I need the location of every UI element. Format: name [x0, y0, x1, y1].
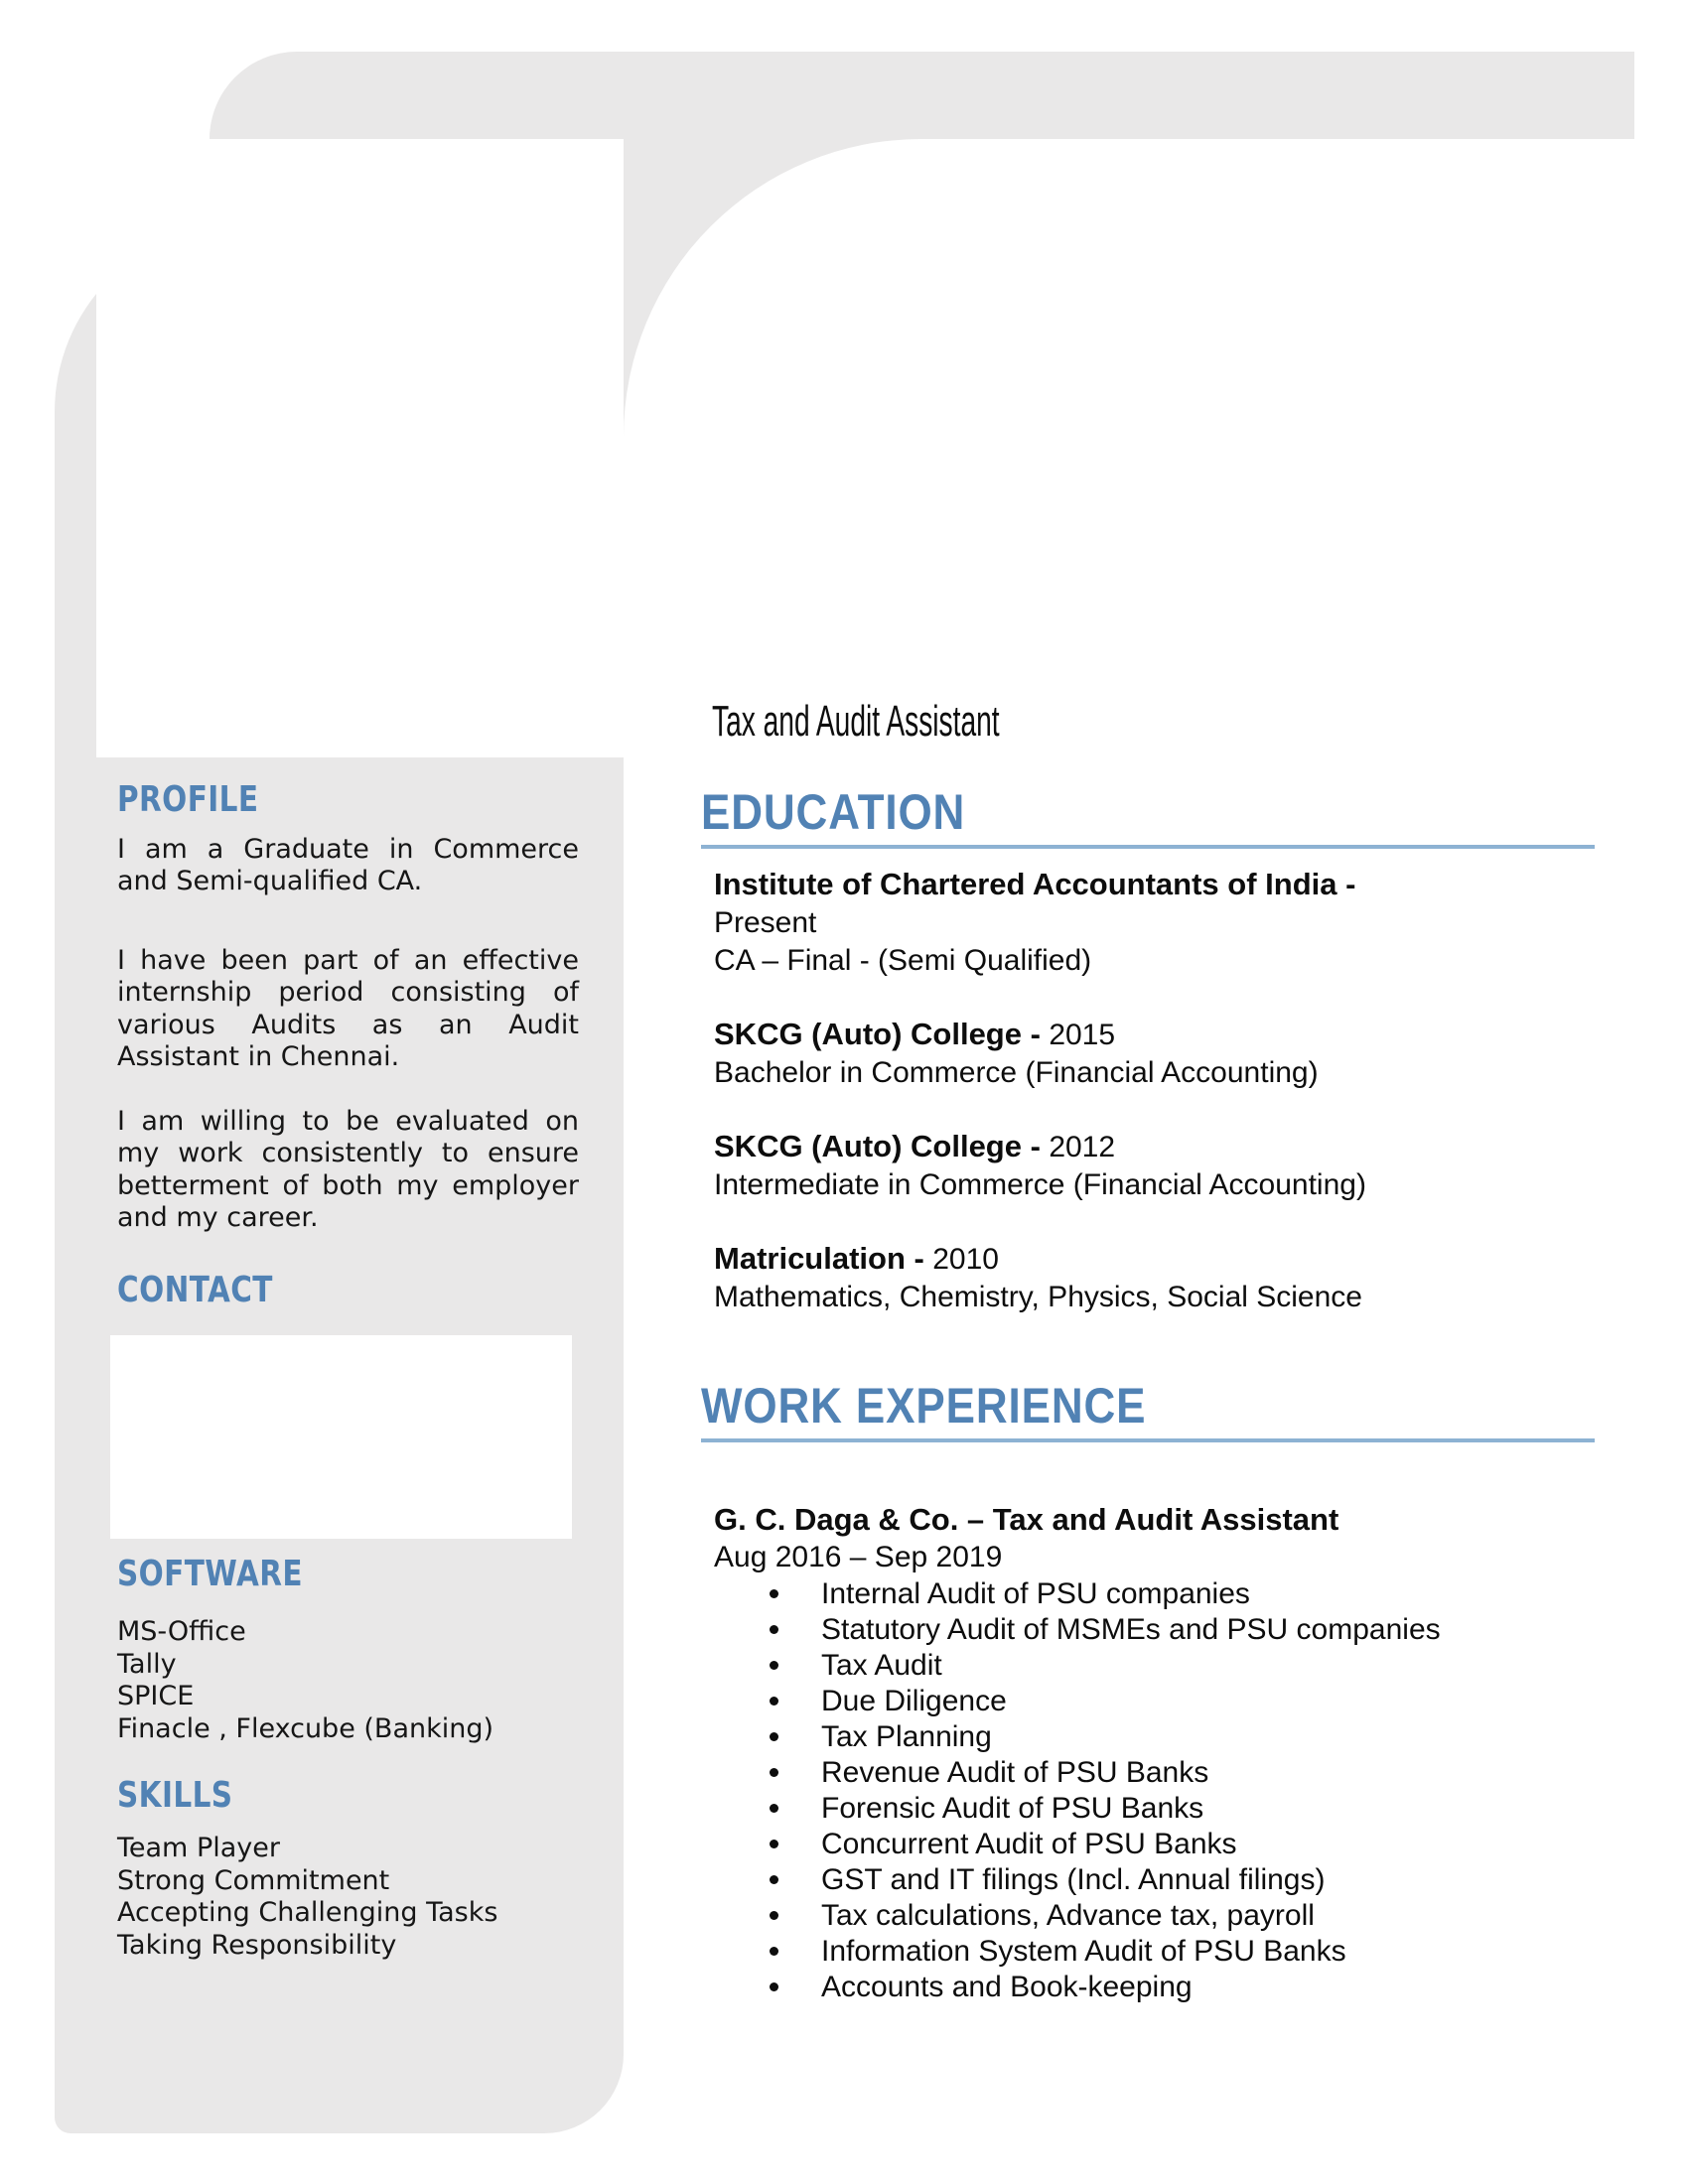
institution-name: Matriculation - — [714, 1241, 924, 1276]
work-bullet: Statutory Audit of MSMEs and PSU companies — [714, 1612, 1618, 1648]
software-item: MS-Office — [117, 1616, 246, 1647]
top-gray-band — [210, 52, 1634, 139]
skill-item: Team Player — [117, 1833, 280, 1863]
software-item: Tally — [117, 1648, 177, 1680]
contact-heading: CONTACT — [117, 1270, 273, 1310]
education-detail: Bachelor in Commerce (Financial Accounting) — [714, 1056, 1319, 1089]
work-experience-underline — [701, 1438, 1595, 1442]
skill-item: Taking Responsibility — [117, 1929, 397, 1961]
education-entry — [714, 1016, 1618, 1092]
work-bullet: Tax Planning — [714, 1719, 1618, 1755]
education-detail: Intermediate in Commerce (Financial Accounting) — [714, 1168, 1366, 1201]
work-experience-entry — [714, 1501, 1618, 1576]
software-heading: SOFTWARE — [117, 1554, 303, 1594]
work-bullet: Tax calculations, Advance tax, payroll — [714, 1898, 1618, 1934]
institution-name: SKCG (Auto) College - — [714, 1017, 1041, 1051]
education-underline — [701, 845, 1595, 849]
skills-heading: SKILLS — [117, 1775, 233, 1816]
work-bullet: Tax Audit — [714, 1648, 1618, 1684]
profile-paragraph: I am a Graduate in Commerce and Semi-qualified CA. — [117, 834, 579, 897]
education-entry — [714, 866, 1618, 980]
work-bullet: Information System Audit of PSU Banks — [714, 1934, 1618, 1970]
institution-name: Institute of Chartered Accountants of India - — [714, 867, 1356, 901]
work-bullet: Concurrent Audit of PSU Banks — [714, 1827, 1618, 1862]
education-detail: Mathematics, Chemistry, Physics, Social Science — [714, 1281, 1362, 1313]
job-title: Tax and Audit Assistant — [712, 697, 1000, 746]
education-date: 2015 — [1049, 1019, 1116, 1051]
employment-period: Aug 2016 – Sep 2019 — [714, 1541, 1003, 1573]
software-list — [117, 1616, 594, 1745]
contact-info-redacted-box — [110, 1335, 572, 1539]
education-entry — [714, 1240, 1618, 1316]
profile-heading: PROFILE — [117, 779, 259, 820]
work-bullet: Forensic Audit of PSU Banks — [714, 1791, 1618, 1827]
work-bullet: Due Diligence — [714, 1684, 1618, 1719]
employer-role: G. C. Daga & Co. – Tax and Audit Assistant — [714, 1502, 1339, 1537]
work-bullet: GST and IT filings (Incl. Annual filings) — [714, 1862, 1618, 1898]
education-entries — [714, 866, 1618, 1352]
education-entry — [714, 1128, 1618, 1204]
institution-name: SKCG (Auto) College - — [714, 1129, 1041, 1163]
education-heading: EDUCATION — [701, 784, 966, 840]
skills-list — [117, 1833, 594, 1962]
education-date: Present — [714, 906, 817, 939]
photo-placeholder — [96, 139, 624, 757]
education-date: 2010 — [932, 1243, 999, 1276]
work-bullet: Revenue Audit of PSU Banks — [714, 1755, 1618, 1791]
education-detail: CA – Final - (Semi Qualified) — [714, 944, 1092, 977]
education-date: 2012 — [1049, 1131, 1116, 1163]
work-experience-heading: WORK EXPERIENCE — [701, 1378, 1147, 1433]
skill-item: Strong Commitment — [117, 1864, 390, 1896]
work-bullet: Internal Audit of PSU companies — [714, 1576, 1618, 1612]
profile-paragraph: I am willing to be evaluated on my work consistently to ensure betterment of both my employer and my career. — [117, 1106, 579, 1234]
skill-item: Accepting Challenging Tasks — [117, 1897, 498, 1929]
profile-paragraph: I have been part of an effective internship period consisting of various Audits as an Audit Assistant in Chennai. — [117, 945, 579, 1073]
work-experience-bullet-list — [714, 1576, 1618, 2005]
work-bullet: Accounts and Book-keeping — [714, 1970, 1618, 2005]
software-item: SPICE — [117, 1681, 195, 1712]
software-item: Finacle , Flexcube (Banking) — [117, 1712, 494, 1744]
